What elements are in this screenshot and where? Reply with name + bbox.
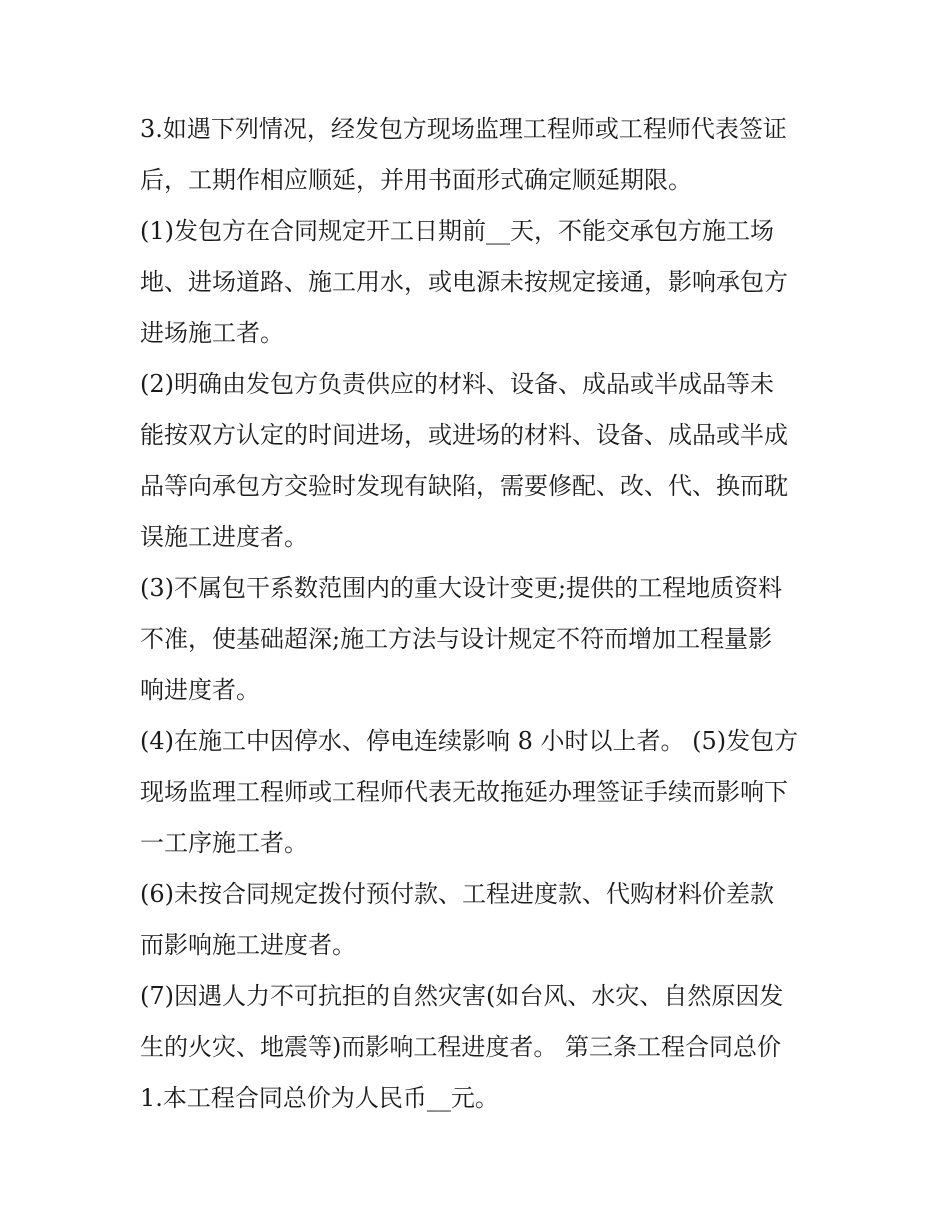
text-line: 而影响施工进度者。 (140, 931, 356, 959)
text-line: 不准，使基础超深;施工方法与设计规定不符而增加工程量影 (140, 625, 773, 653)
text-line: 一工序施工者。 (140, 829, 308, 857)
text-line: (1)发包方在合同规定开工日期前__天，不能交承包方施工场 (140, 217, 774, 245)
text-line: 进场施工者。 (140, 319, 284, 347)
text-line: (2)明确由发包方负责供应的材料、设备、成品或半成品等未 (140, 370, 774, 398)
text-line: (4)在施工中因停水、停电连续影响 8 小时以上者。 (5)发包方 (140, 727, 799, 755)
text-line: 地、进场道路、施工用水，或电源未按规定接通，影响承包方 (140, 268, 788, 296)
text-line: (6)未按合同规定拨付预付款、工程进度款、代购材料价差款 (140, 880, 774, 908)
text-line: (3)不属包干系数范围内的重大设计变更;提供的工程地质资料 (140, 574, 783, 602)
document-body (140, 104, 820, 1124)
text-line: 3.如遇下列情况，经发包方现场监理工程师或工程师代表签证 (140, 115, 787, 143)
text-line: (7)因遇人力不可抗拒的自然灾害(如台风、水灾、自然原因发 (140, 982, 784, 1010)
text-line: 现场监理工程师或工程师代表无故拖延办理签证手续而影响下 (140, 778, 788, 806)
text-line: 能按双方认定的时间进场，或进场的材料、设备、成品或半成 (140, 421, 788, 449)
text-line: 响进度者。 (140, 676, 260, 704)
text-line: 后，工期作相应顺延，并用书面形式确定顺延期限。 (140, 166, 692, 194)
text-line: 误施工进度者。 (140, 523, 308, 551)
text-line: 品等向承包方交验时发现有缺陷，需要修配、改、代、换而耽 (140, 472, 788, 500)
text-line: 1.本工程合同总价为人民币__元。 (140, 1084, 499, 1112)
text-line: 生的火灾、地震等)而影响工程进度者。 第三条工程合同总价 (140, 1033, 781, 1061)
